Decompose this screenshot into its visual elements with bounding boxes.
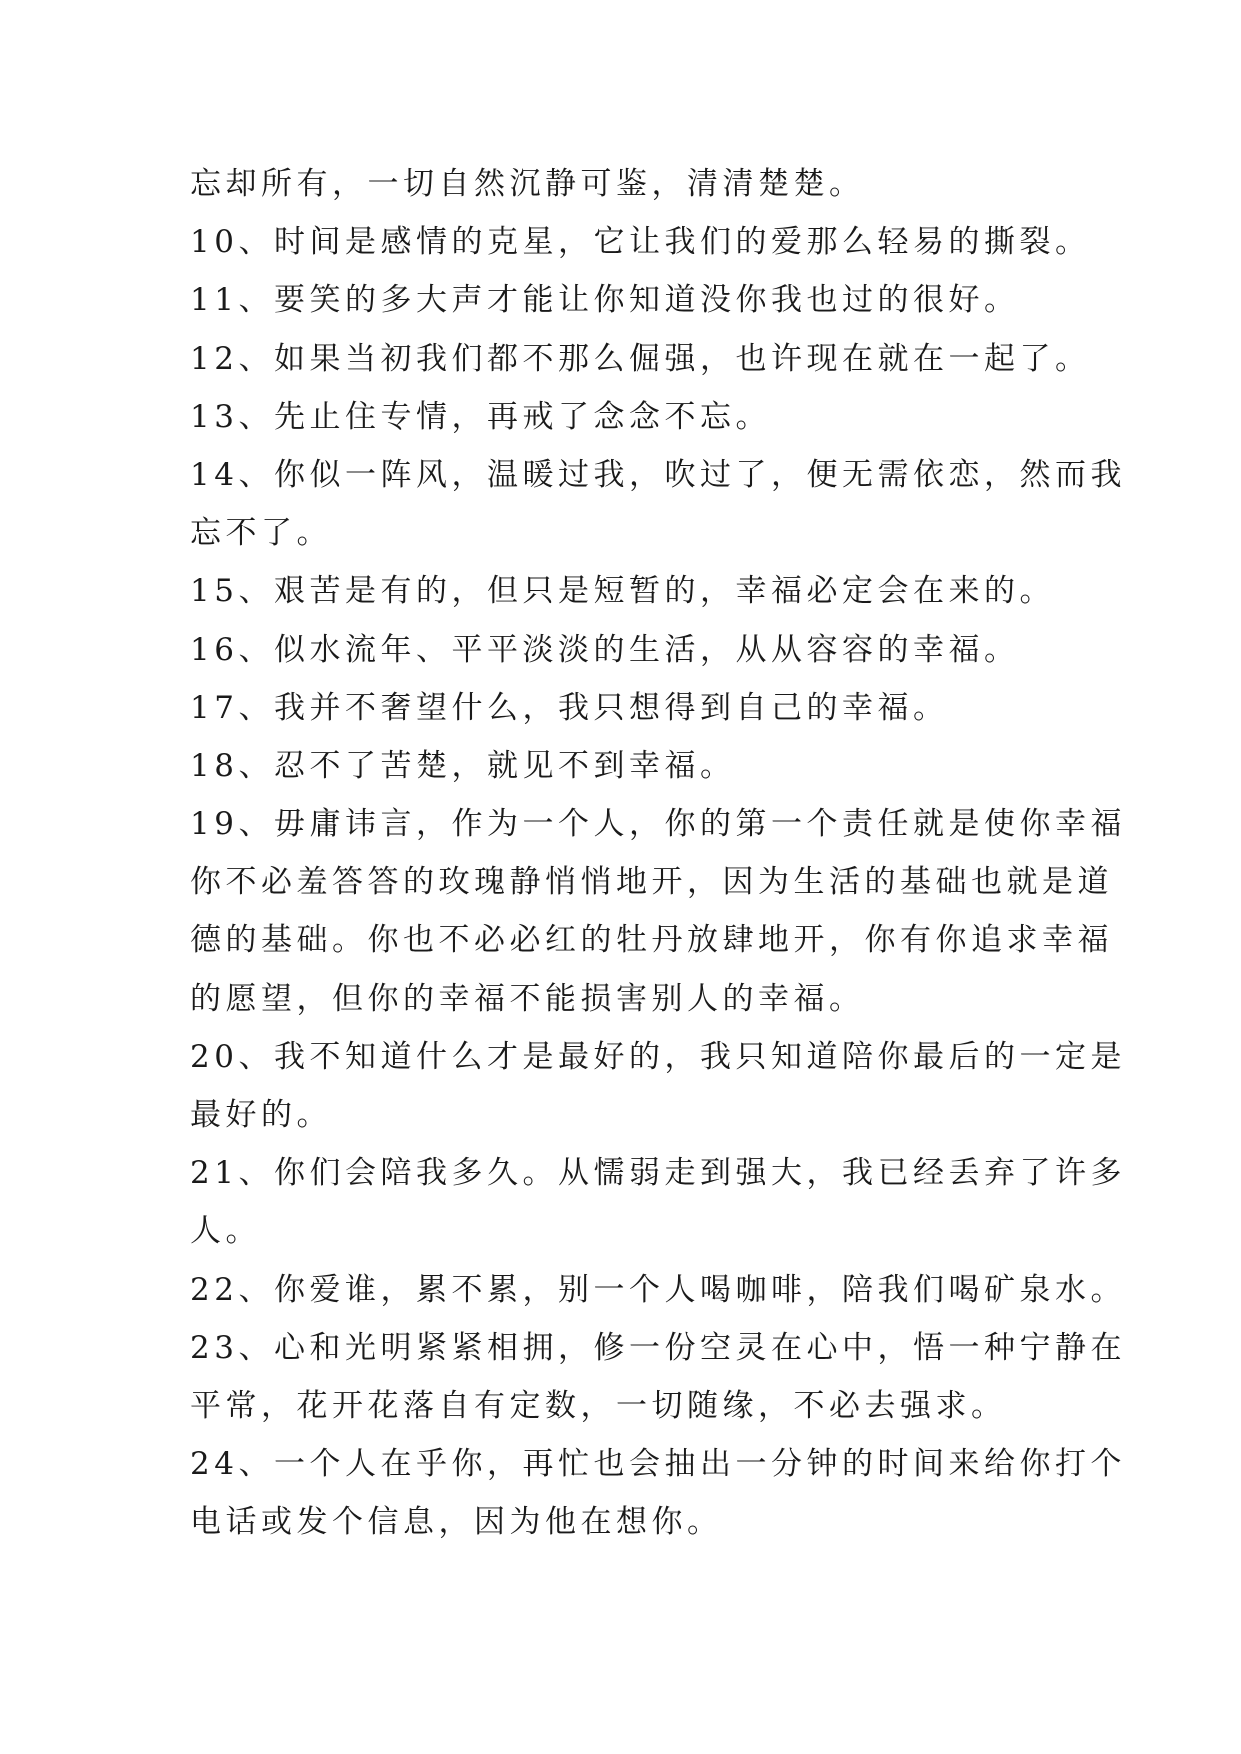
- text-line: 13、先止住专情，再戒了念念不忘。: [190, 398, 771, 435]
- text-line: 忘却所有，一切自然沉静可鉴，清清楚楚。: [190, 166, 865, 202]
- text-line: 12、如果当初我们都不那么倔强，也许现在就在一起了。: [190, 340, 1091, 377]
- text-line: 德的基础。你也不必必红的牡丹放肆地开，你有你追求幸福: [190, 922, 1113, 959]
- text-line: 电话或发个信息，因为他在想你。: [190, 1504, 723, 1541]
- text-line: 23、心和光明紧紧相拥，修一份空灵在心中，悟一种宁静在: [190, 1329, 1126, 1366]
- text-line: 忘不了。: [190, 515, 332, 552]
- text-line: 人。: [190, 1213, 261, 1250]
- text-line: 17、我并不奢望什么，我只想得到自己的幸福。: [190, 689, 949, 726]
- text-line: 15、艰苦是有的，但只是短暂的，幸福必定会在来的。: [190, 573, 1055, 610]
- text-line: 平常，花开花落自有定数，一切随缘，不必去强求。: [190, 1387, 1007, 1424]
- document-body: [190, 155, 1126, 1552]
- text-line: 10、时间是感情的克星，它让我们的爱那么轻易的撕裂。: [190, 224, 1091, 261]
- text-line: 24、一个人在乎你，再忙也会抽出一分钟的时间来给你打个: [190, 1446, 1126, 1483]
- text-line: 11、要笑的多大声才能让你知道没你我也过的很好。: [190, 282, 1020, 319]
- text-line: 16、似水流年、平平淡淡的生活，从从容容的幸福。: [190, 631, 1020, 668]
- text-line: 19、毋庸讳言，作为一个人，你的第一个责任就是使你幸福: [190, 806, 1126, 843]
- text-line: 最好的。: [190, 1097, 332, 1133]
- text-line: 18、忍不了苦楚，就见不到幸福。: [190, 747, 736, 784]
- text-line: 14、你似一阵风，温暖过我，吹过了，便无需依恋，然而我: [190, 456, 1126, 493]
- text-line: 20、我不知道什么才是最好的，我只知道陪你最后的一定是: [190, 1038, 1126, 1075]
- text-line: 22、你爱谁，累不累，别一个人喝咖啡，陪我们喝矿泉水。: [190, 1271, 1126, 1308]
- text-line: 21、你们会陪我多久。从懦弱走到强大，我已经丢弃了许多: [190, 1155, 1126, 1192]
- text-line: 的愿望，但你的幸福不能损害别人的幸福。: [190, 980, 865, 1017]
- text-line: 你不必羞答答的玫瑰静悄悄地开，因为生活的基础也就是道: [190, 864, 1113, 901]
